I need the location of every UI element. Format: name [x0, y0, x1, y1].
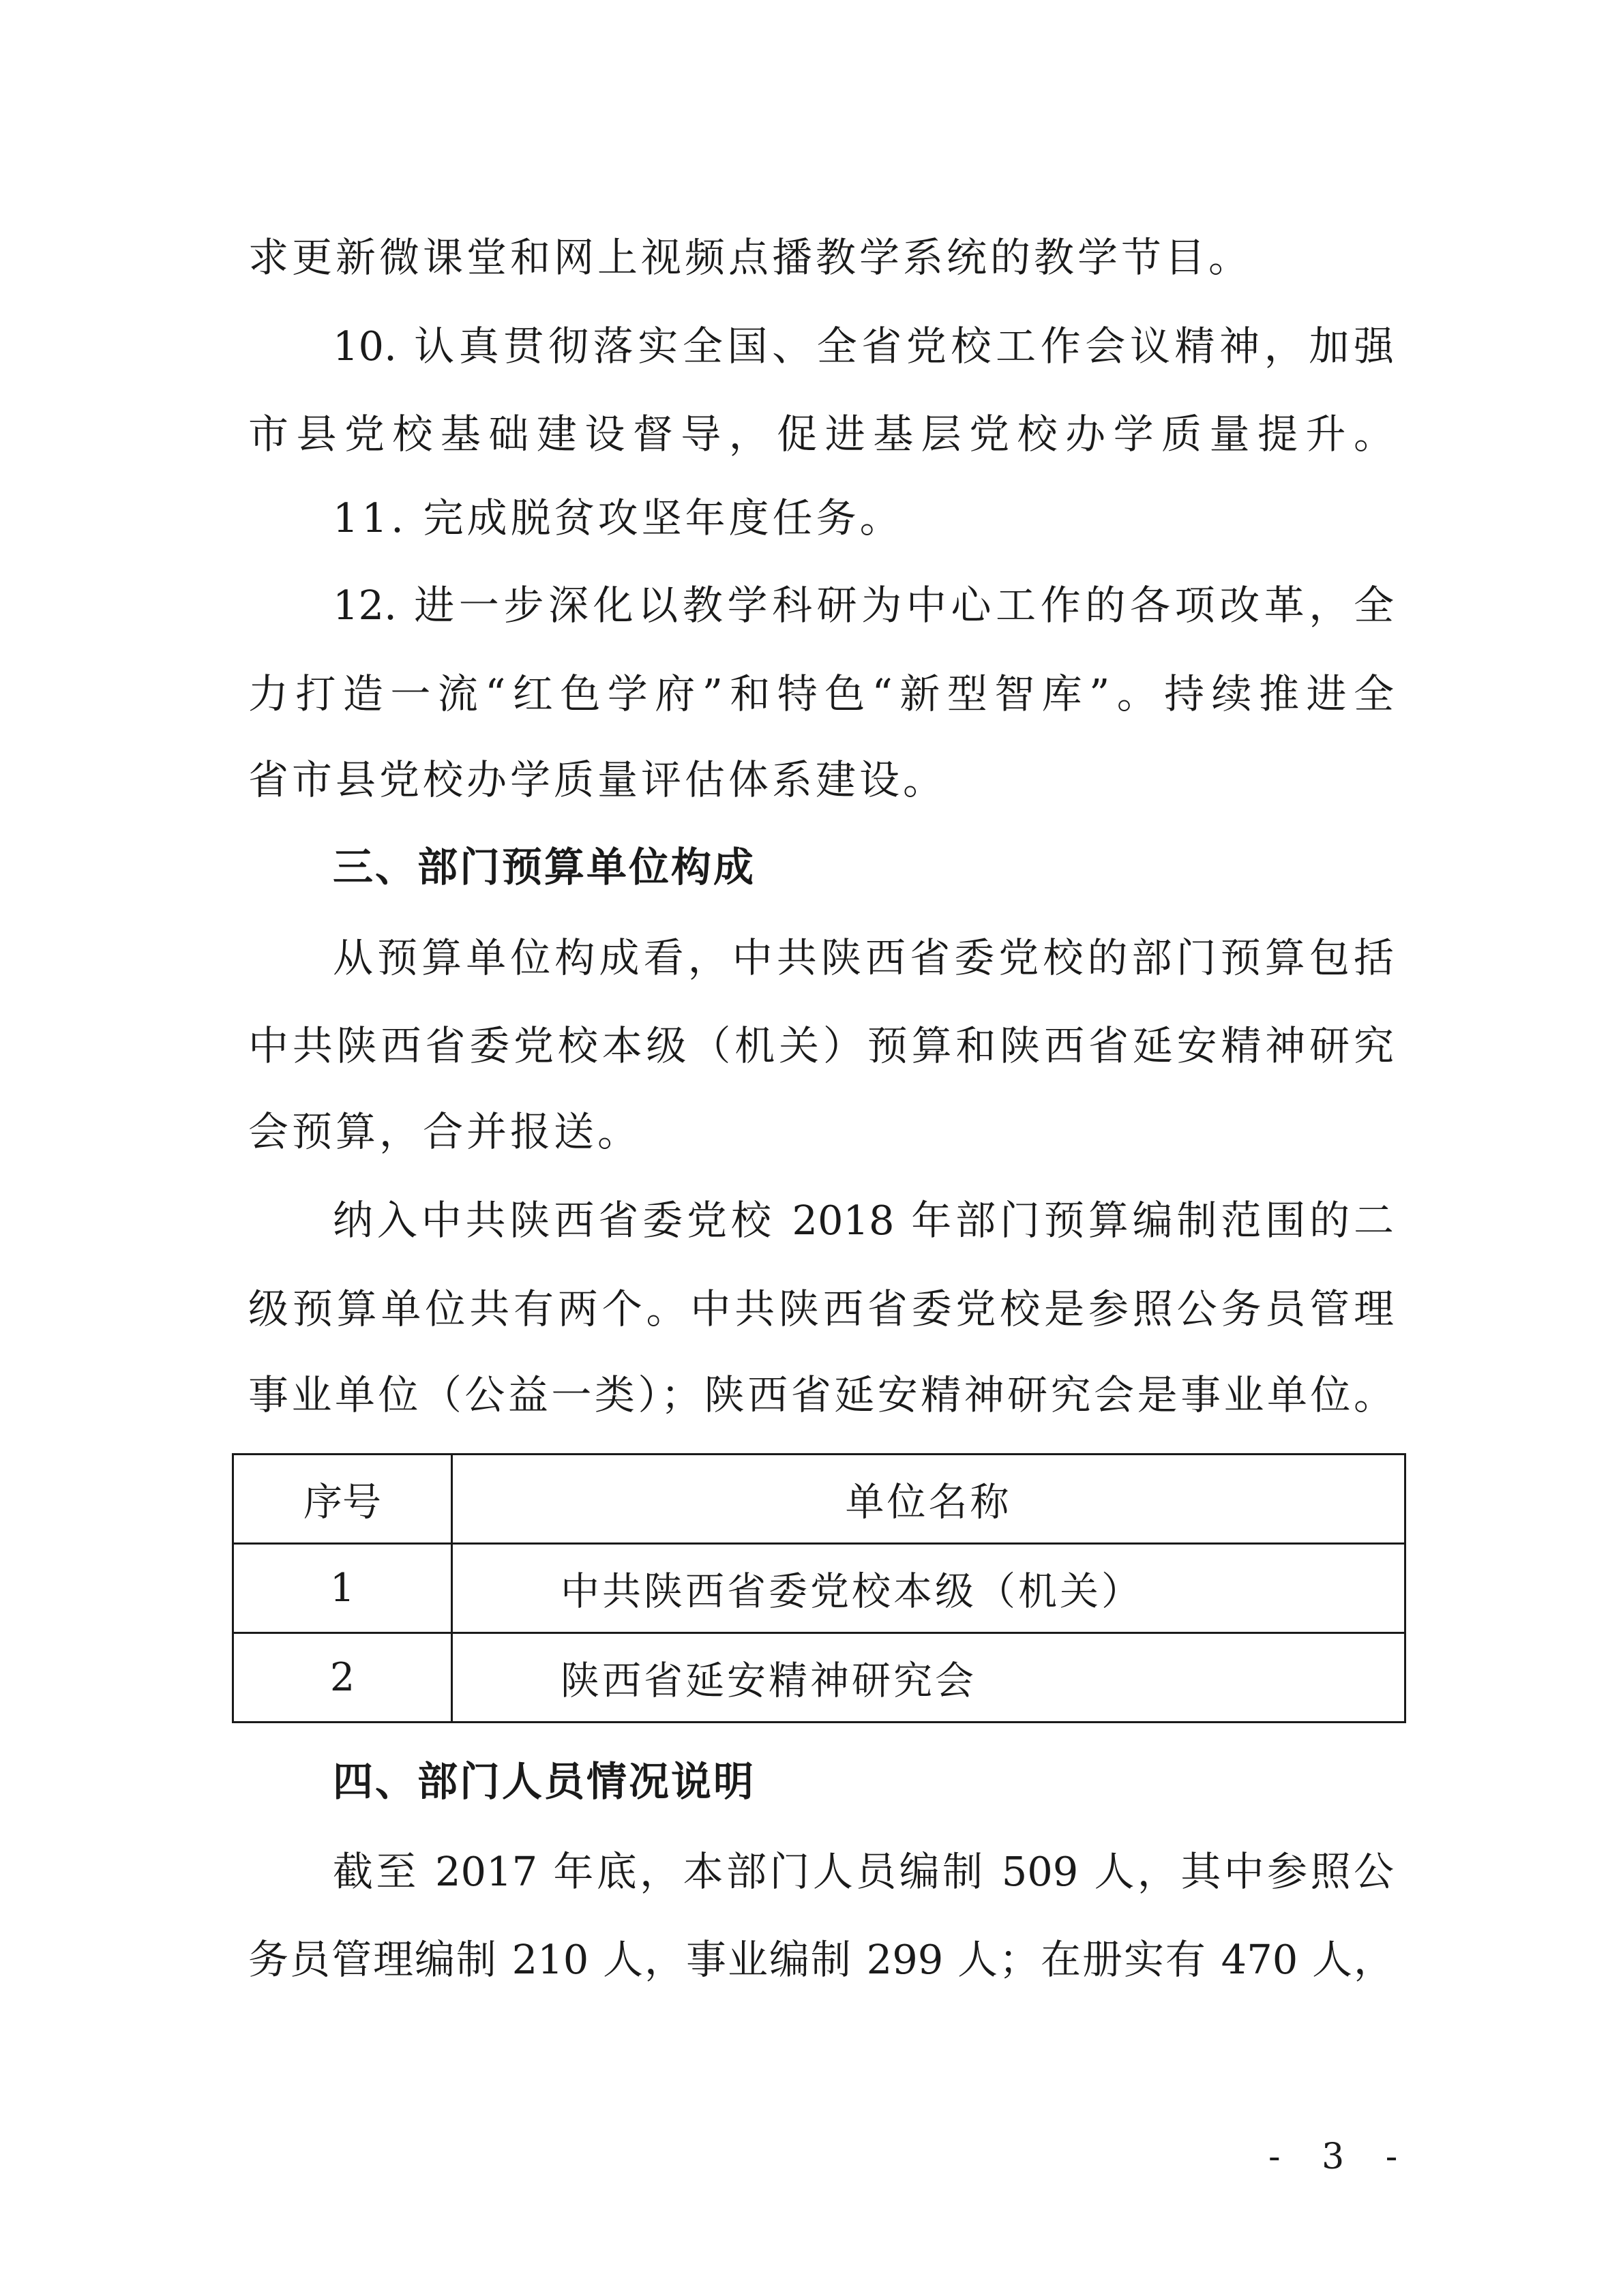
paragraph-line: 务员管理编制 210 人，事业编制 299 人；在册实有 470 人， — [248, 1936, 1394, 1983]
table-row — [233, 1544, 1405, 1633]
table-row — [233, 1633, 1405, 1723]
budget-units-table — [232, 1453, 1406, 1723]
table-header-cell: 序号 — [233, 1455, 452, 1544]
paragraph-line: 中共陕西省委党校本级（机关）预算和陕西省延安精神研究 — [248, 1022, 1394, 1069]
table-cell: 陕西省延安精神研究会 — [452, 1633, 1405, 1723]
paragraph-line: 从预算单位构成看，中共陕西省委党校的部门预算包括 — [333, 934, 1394, 981]
table-cell: 1 — [233, 1544, 452, 1633]
paragraph-line: 11. 完成脱贫攻坚年度任务。 — [333, 494, 904, 541]
paragraph-line: 截至 2017 年底，本部门人员编制 509 人，其中参照公 — [333, 1848, 1394, 1895]
paragraph-line: 力打造一流“红色学府”和特色“新型智库”。持续推进全 — [248, 670, 1394, 717]
table-cell: 2 — [233, 1633, 452, 1723]
paragraph-line: 事业单位（公益一类）；陕西省延安精神研究会是事业单位。 — [248, 1371, 1394, 1418]
paragraph-line: 12. 进一步深化以教学科研为中心工作的各项改革，全 — [333, 582, 1394, 629]
paragraph-line: 会预算，合并报送。 — [248, 1108, 642, 1155]
paragraph-line: 求更新微课堂和网上视频点播教学系统的教学节目。 — [248, 234, 1253, 281]
paragraph-line: 级预算单位共有两个。中共陕西省委党校是参照公务员管理 — [248, 1285, 1394, 1332]
paragraph-line: 市县党校基础建设督导，促进基层党校办学质量提升。 — [248, 411, 1394, 458]
section-heading: 四、部门人员情况说明 — [333, 1758, 756, 1805]
paragraph-line: 10. 认真贯彻落实全国、全省党校工作会议精神，加强 — [333, 323, 1394, 370]
paragraph-line: 纳入中共陕西省委党校 2018 年部门预算编制范围的二 — [333, 1197, 1394, 1244]
page-number: - 3 - — [1268, 2136, 1413, 2177]
table-cell: 中共陕西省委党校本级（机关） — [452, 1544, 1405, 1633]
paragraph-line: 省市县党校办学质量评估体系建设。 — [248, 756, 947, 803]
section-heading: 三、部门预算单位构成 — [333, 844, 756, 891]
table-header-cell: 单位名称 — [452, 1455, 1405, 1544]
table-header-row — [233, 1455, 1405, 1544]
